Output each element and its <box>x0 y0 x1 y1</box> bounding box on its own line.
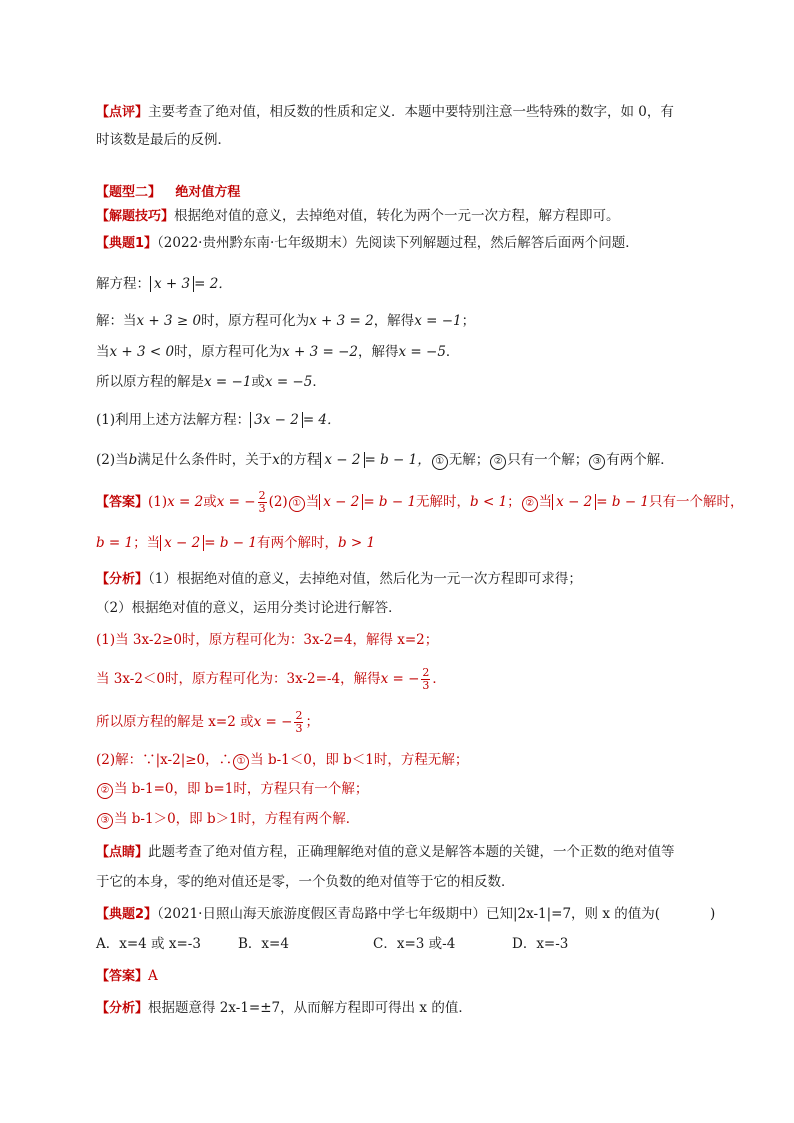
option-c-text: C．x=3 或-4 <box>373 936 456 952</box>
analysis1-step-6 <box>96 809 359 829</box>
solution-line-2 <box>96 342 459 362</box>
equation-rhs: = 2． <box>194 276 232 292</box>
section-tag: 【题型二】 <box>96 185 162 200</box>
math: = 4． <box>302 412 341 428</box>
insight-line-1 <box>96 842 675 863</box>
example1-equation <box>96 274 232 294</box>
comment-text: 时该数是最后的反例． <box>96 132 231 148</box>
answer1-line-1 <box>96 490 744 515</box>
analysis-tag: 【分析】 <box>96 572 149 587</box>
numerator: 2 <box>422 666 430 679</box>
text: ； <box>507 494 521 510</box>
analysis-tag: 【分析】 <box>96 1001 149 1016</box>
text: ． <box>312 374 326 390</box>
math: x + 3 = −2 <box>282 344 358 360</box>
text: 解：当 <box>96 313 137 329</box>
example1-tag: 【典题1】 <box>96 236 158 251</box>
text: 当 b-1＜0，即 b＜1时，方程无解； <box>250 752 469 768</box>
text: 当 <box>96 344 110 360</box>
circled-number: ② <box>522 496 538 512</box>
text: 当 b-1=0，即 b=1时，方程只有一个解； <box>114 781 369 797</box>
option-c <box>373 934 455 954</box>
text: 当 3x-2＜0时，原方程可化为：3x-2=-4，解得 <box>96 671 381 687</box>
analysis1-line-2 <box>96 598 402 618</box>
text: 无解时， <box>416 494 471 510</box>
text: ；当 <box>133 535 161 551</box>
analysis1-step-5 <box>96 779 368 799</box>
solution-line-3 <box>96 372 326 392</box>
comment-line-2 <box>96 130 231 150</box>
text: ) <box>710 906 716 922</box>
text: (1)利用上述方法解方程： <box>96 412 251 428</box>
text: ，解得 <box>358 344 399 360</box>
analysis1-line-1 <box>96 569 582 590</box>
math: x = − <box>216 494 256 510</box>
text: ． <box>445 344 460 360</box>
fraction <box>294 710 303 735</box>
tips-tag: 【解题技巧】 <box>96 209 175 224</box>
abs-expression: x − 2 <box>160 535 204 551</box>
math: x = 2 <box>167 494 204 510</box>
math: = b − 1 <box>363 494 417 510</box>
comment-line-1 <box>96 102 674 123</box>
text: (1) <box>148 494 168 510</box>
text: 无解； <box>448 452 490 468</box>
math: x = −1 <box>414 313 462 329</box>
option-b <box>238 934 289 954</box>
circled-number: ③ <box>589 454 605 470</box>
insight-line-2 <box>96 872 515 892</box>
text: (2)解：∵|x-2|≥0，∴ <box>96 752 233 768</box>
math: b > 1 <box>337 535 376 551</box>
comment-text: 主要考查了绝对值，相反数的性质和定义．本题中要特别注意一些特殊的数字，如 0，有 <box>148 104 674 120</box>
text: 有两个解时， <box>256 535 338 551</box>
text: (1)当 3x-2≥0时，原方程可化为：3x-2=4，解得 x=2； <box>96 632 439 648</box>
numerator: 2 <box>258 489 266 502</box>
text: 只有一个解时， <box>649 494 744 510</box>
abs-expression: 3x − 2 <box>250 412 303 428</box>
answer-tag: 【答案】 <box>96 969 149 984</box>
answer-value: A <box>148 968 158 984</box>
circled-number: ② <box>490 454 506 470</box>
analysis1-step-3 <box>96 710 319 735</box>
abs-expression: x − 2 <box>552 494 596 510</box>
text: （2）根据绝对值的意义，运用分类讨论进行解答． <box>96 600 402 616</box>
abs-expression: x + 3 <box>150 276 194 292</box>
circled-number: ③ <box>97 813 113 829</box>
fraction <box>421 667 430 692</box>
abs-expression: x − 2 <box>320 452 364 468</box>
solve-label: 解方程： <box>96 276 150 292</box>
text: 此题考查了绝对值方程，正确理解绝对值的意义是解答本题的关键，一个正数的绝对值等 <box>148 844 675 860</box>
question-1 <box>96 410 341 430</box>
option-d <box>512 934 568 954</box>
text: 当 <box>538 494 553 510</box>
math: x = −5 <box>398 344 446 360</box>
analysis1-step-1 <box>96 630 438 650</box>
answer-tag: 【答案】 <box>96 495 149 510</box>
math: x = − <box>380 671 420 687</box>
solution-line-1 <box>96 311 475 331</box>
denominator: 3 <box>258 502 266 515</box>
text: (2)当 <box>96 452 129 468</box>
math: = b − 1， <box>364 452 431 468</box>
analysis2-line <box>96 998 472 1019</box>
option-b-text: B．x=4 <box>238 936 289 952</box>
text: 所以原方程的解是 x=2 或 <box>96 714 254 730</box>
insight-tag: 【点睛】 <box>96 845 149 860</box>
math: x <box>272 452 280 468</box>
option-a-text: A．x=4 或 x=-3 <box>96 936 201 952</box>
tips-text: 根据绝对值的意义，去掉绝对值，转化为两个一元一次方程，解方程即可。 <box>174 208 620 224</box>
text: 于它的本身，零的绝对值还是零，一个负数的绝对值等于它的相反数． <box>96 874 515 890</box>
text: 根据题意得 2x-1=±7，从而解方程即可得出 x 的值． <box>148 1000 472 1016</box>
text: 有两个解． <box>606 452 674 468</box>
denominator: 3 <box>422 679 430 692</box>
answer2-line <box>96 966 158 987</box>
text: 满足什么条件时，关于 <box>137 452 273 468</box>
text: ，解得 <box>373 313 415 329</box>
section-heading <box>96 182 240 203</box>
math: x + 3 ≥ 0 <box>136 313 202 329</box>
text: 时，原方程可化为 <box>174 344 283 360</box>
text: （2021·日照山海天旅游度假区青岛路中学七年级期中）已知|2x-1|=7，则 x 的值为( <box>157 906 661 922</box>
circled-number: ① <box>233 754 249 770</box>
example1-line <box>96 233 639 254</box>
example2-tag: 【典题2】 <box>96 907 158 922</box>
option-a <box>96 934 201 954</box>
math: b <box>128 452 138 468</box>
text: ． <box>432 671 446 687</box>
numerator: 2 <box>295 709 303 722</box>
text: 当 <box>305 494 320 510</box>
abs-expression: x − 2 <box>319 494 363 510</box>
text: ； <box>461 313 476 329</box>
text: ； <box>305 714 319 730</box>
option-d-text: D．x=-3 <box>512 936 569 952</box>
example2-line <box>96 904 715 925</box>
text: (2) <box>268 494 288 510</box>
text: 只有一个解； <box>507 452 589 468</box>
circled-number: ① <box>289 496 305 512</box>
comment-tag: 【点评】 <box>96 105 149 120</box>
math: b = 1 <box>96 535 134 551</box>
tips-line <box>96 206 620 227</box>
text: 所以原方程的解是 <box>96 374 204 390</box>
text: 或 <box>251 374 265 390</box>
math: = b − 1 <box>204 535 257 551</box>
example1-text: （2022·贵州黔东南·七年级期末）先阅读下列解题过程，然后解答后面两个问题． <box>157 235 639 251</box>
math: x = −1 <box>204 374 252 390</box>
math: = b − 1 <box>596 494 650 510</box>
denominator: 3 <box>295 722 303 735</box>
circled-number: ① <box>432 454 448 470</box>
math: x + 3 = 2 <box>309 313 374 329</box>
fraction <box>258 490 267 515</box>
section-title: 绝对值方程 <box>175 185 241 200</box>
analysis1-step-4 <box>96 750 468 770</box>
text: 时，原方程可化为 <box>201 313 310 329</box>
math: b < 1 <box>470 494 508 510</box>
math: x + 3 < 0 <box>109 344 175 360</box>
text: （1）根据绝对值的意义，去掉绝对值，然后化为一元一次方程即可求得； <box>148 571 582 587</box>
text: 或 <box>203 494 217 510</box>
math: x = −5 <box>264 374 313 390</box>
answer1-line-2 <box>96 533 375 553</box>
text: 当 b-1＞0，即 b＞1时，方程有两个解． <box>114 811 360 827</box>
circled-number: ② <box>97 783 113 799</box>
question-2 <box>96 450 674 470</box>
math: x = − <box>253 714 293 730</box>
analysis1-step-2 <box>96 667 446 692</box>
text: 的方程 <box>279 452 321 468</box>
